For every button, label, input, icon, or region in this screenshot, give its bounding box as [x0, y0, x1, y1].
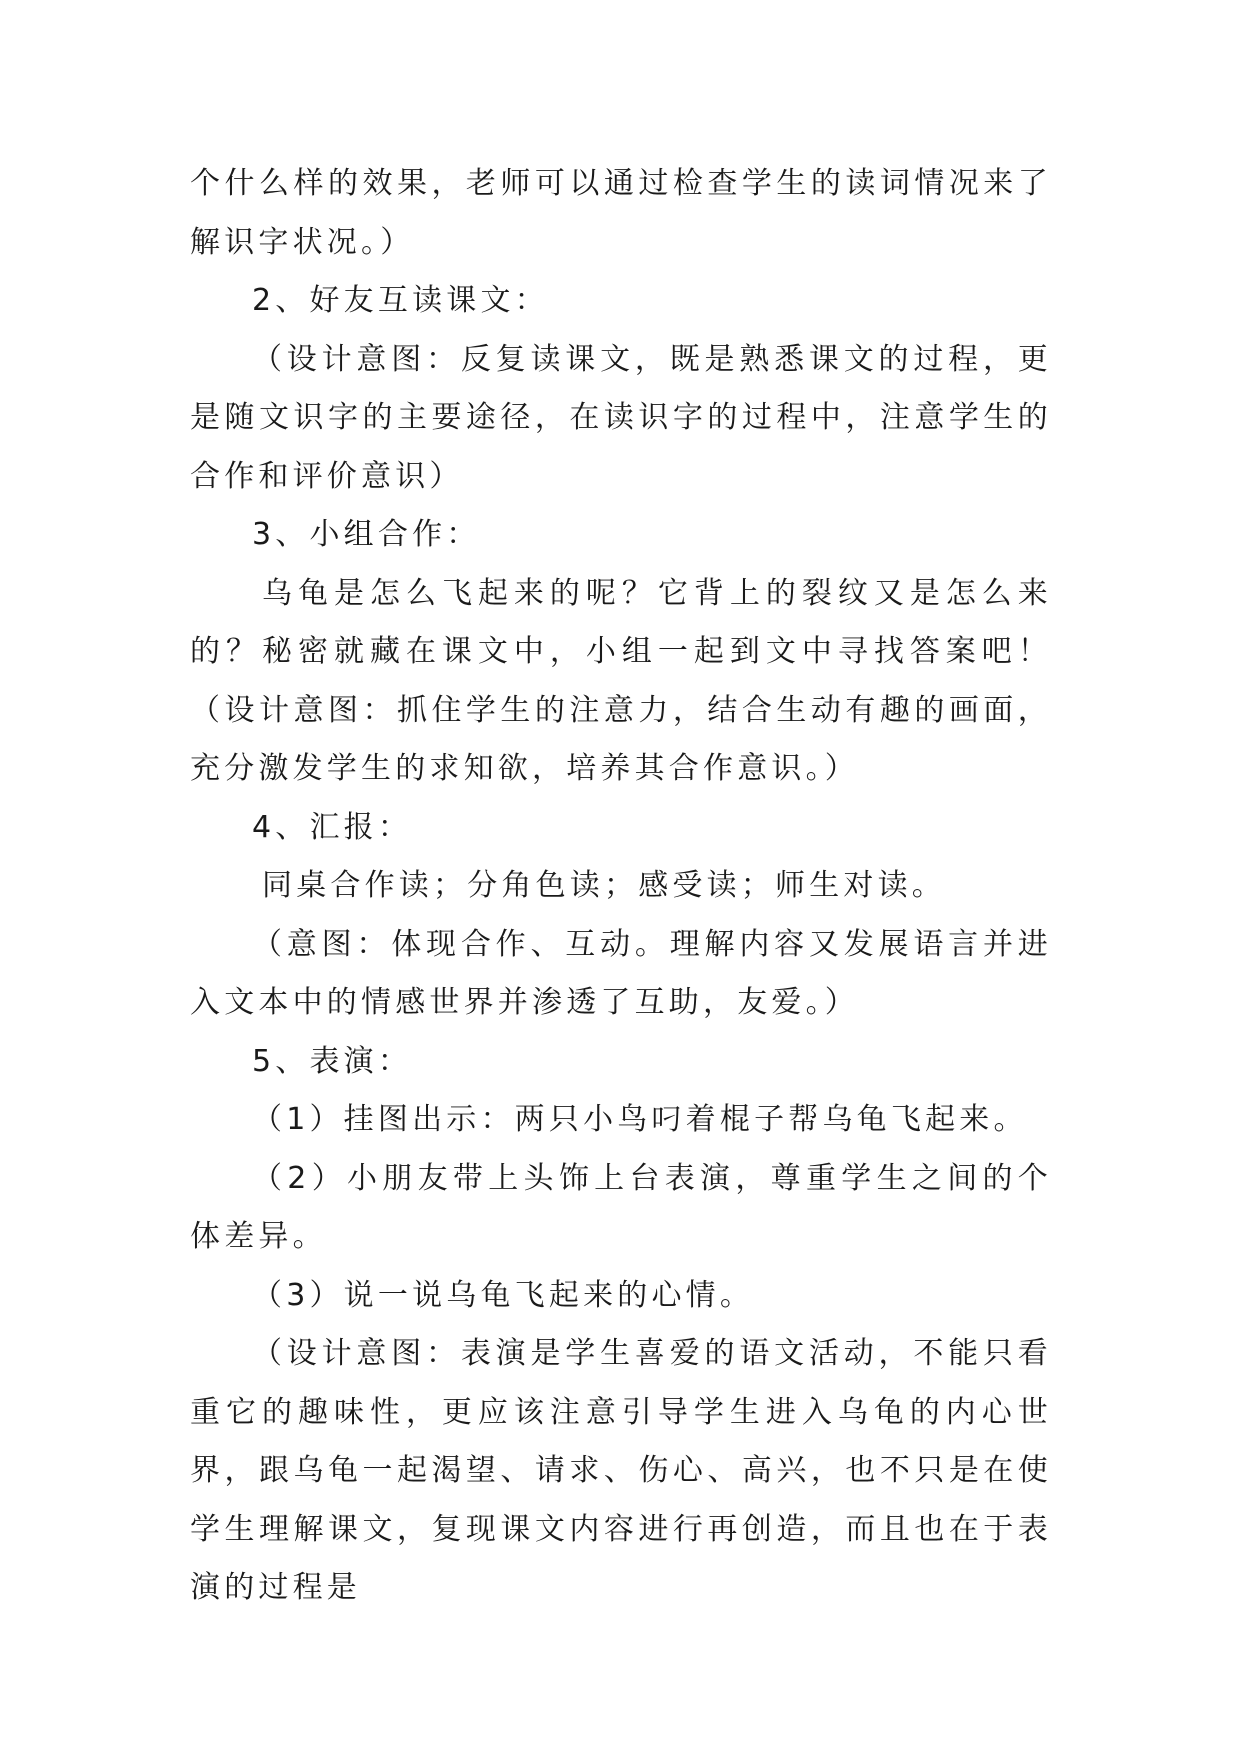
paragraph-continuation: 个什么样的效果，老师可以通过检查学生的读词情况来了解识字状况。）	[190, 166, 1052, 260]
paragraph-design-intent-performance: （设计意图：表演是学生喜爱的语文活动，不能只看重它的趣味性，更应该注意引导学生进入乌龟的内心世界，跟乌龟一起渴望、请求、伤心、高兴，也不只是在使学生理解课文，复现课文内容进行再创造，而且也在于表演的过程是	[190, 1336, 1052, 1605]
document-body	[190, 155, 1052, 1618]
paragraph-performance-3: （3）说一说乌龟飞起来的心情。	[252, 1277, 755, 1313]
heading-partner-reading: 2、好友互读课文：	[252, 283, 549, 318]
heading-group-work: 3、小组合作：	[252, 517, 481, 552]
paragraph-intent-report: （意图：体现合作、互动。理解内容又发展语言并进入文本中的情感世界并渗透了互助，友爱。）	[190, 926, 1052, 1020]
paragraph-group-work: 乌龟是怎么飞起来的呢？它背上的裂纹又是怎么来的？秘密就藏在课文中，小组一起到文中寻找答案吧！（设计意图：抓住学生的注意力，结合生动有趣的画面，充分激发学生的求知欲，培养其合作意识。）	[190, 575, 1052, 786]
paragraph-design-intent-1: （设计意图：反复读课文，既是熟悉课文的过程，更是随文识字的主要途径，在读识字的过程中，注意学生的合作和评价意识）	[190, 341, 1052, 494]
paragraph-report: 同桌合作读；分角色读；感受读；师生对读。	[262, 868, 946, 903]
heading-performance: 5、表演：	[252, 1043, 413, 1079]
heading-report: 4、汇报：	[252, 809, 413, 845]
paragraph-performance-2: （2）小朋友带上头饰上台表演，尊重学生之间的个体差异。	[190, 1160, 1052, 1254]
paragraph-performance-1: （1）挂图出示：两只小鸟叼着棍子帮乌龟飞起来。	[252, 1102, 1028, 1137]
